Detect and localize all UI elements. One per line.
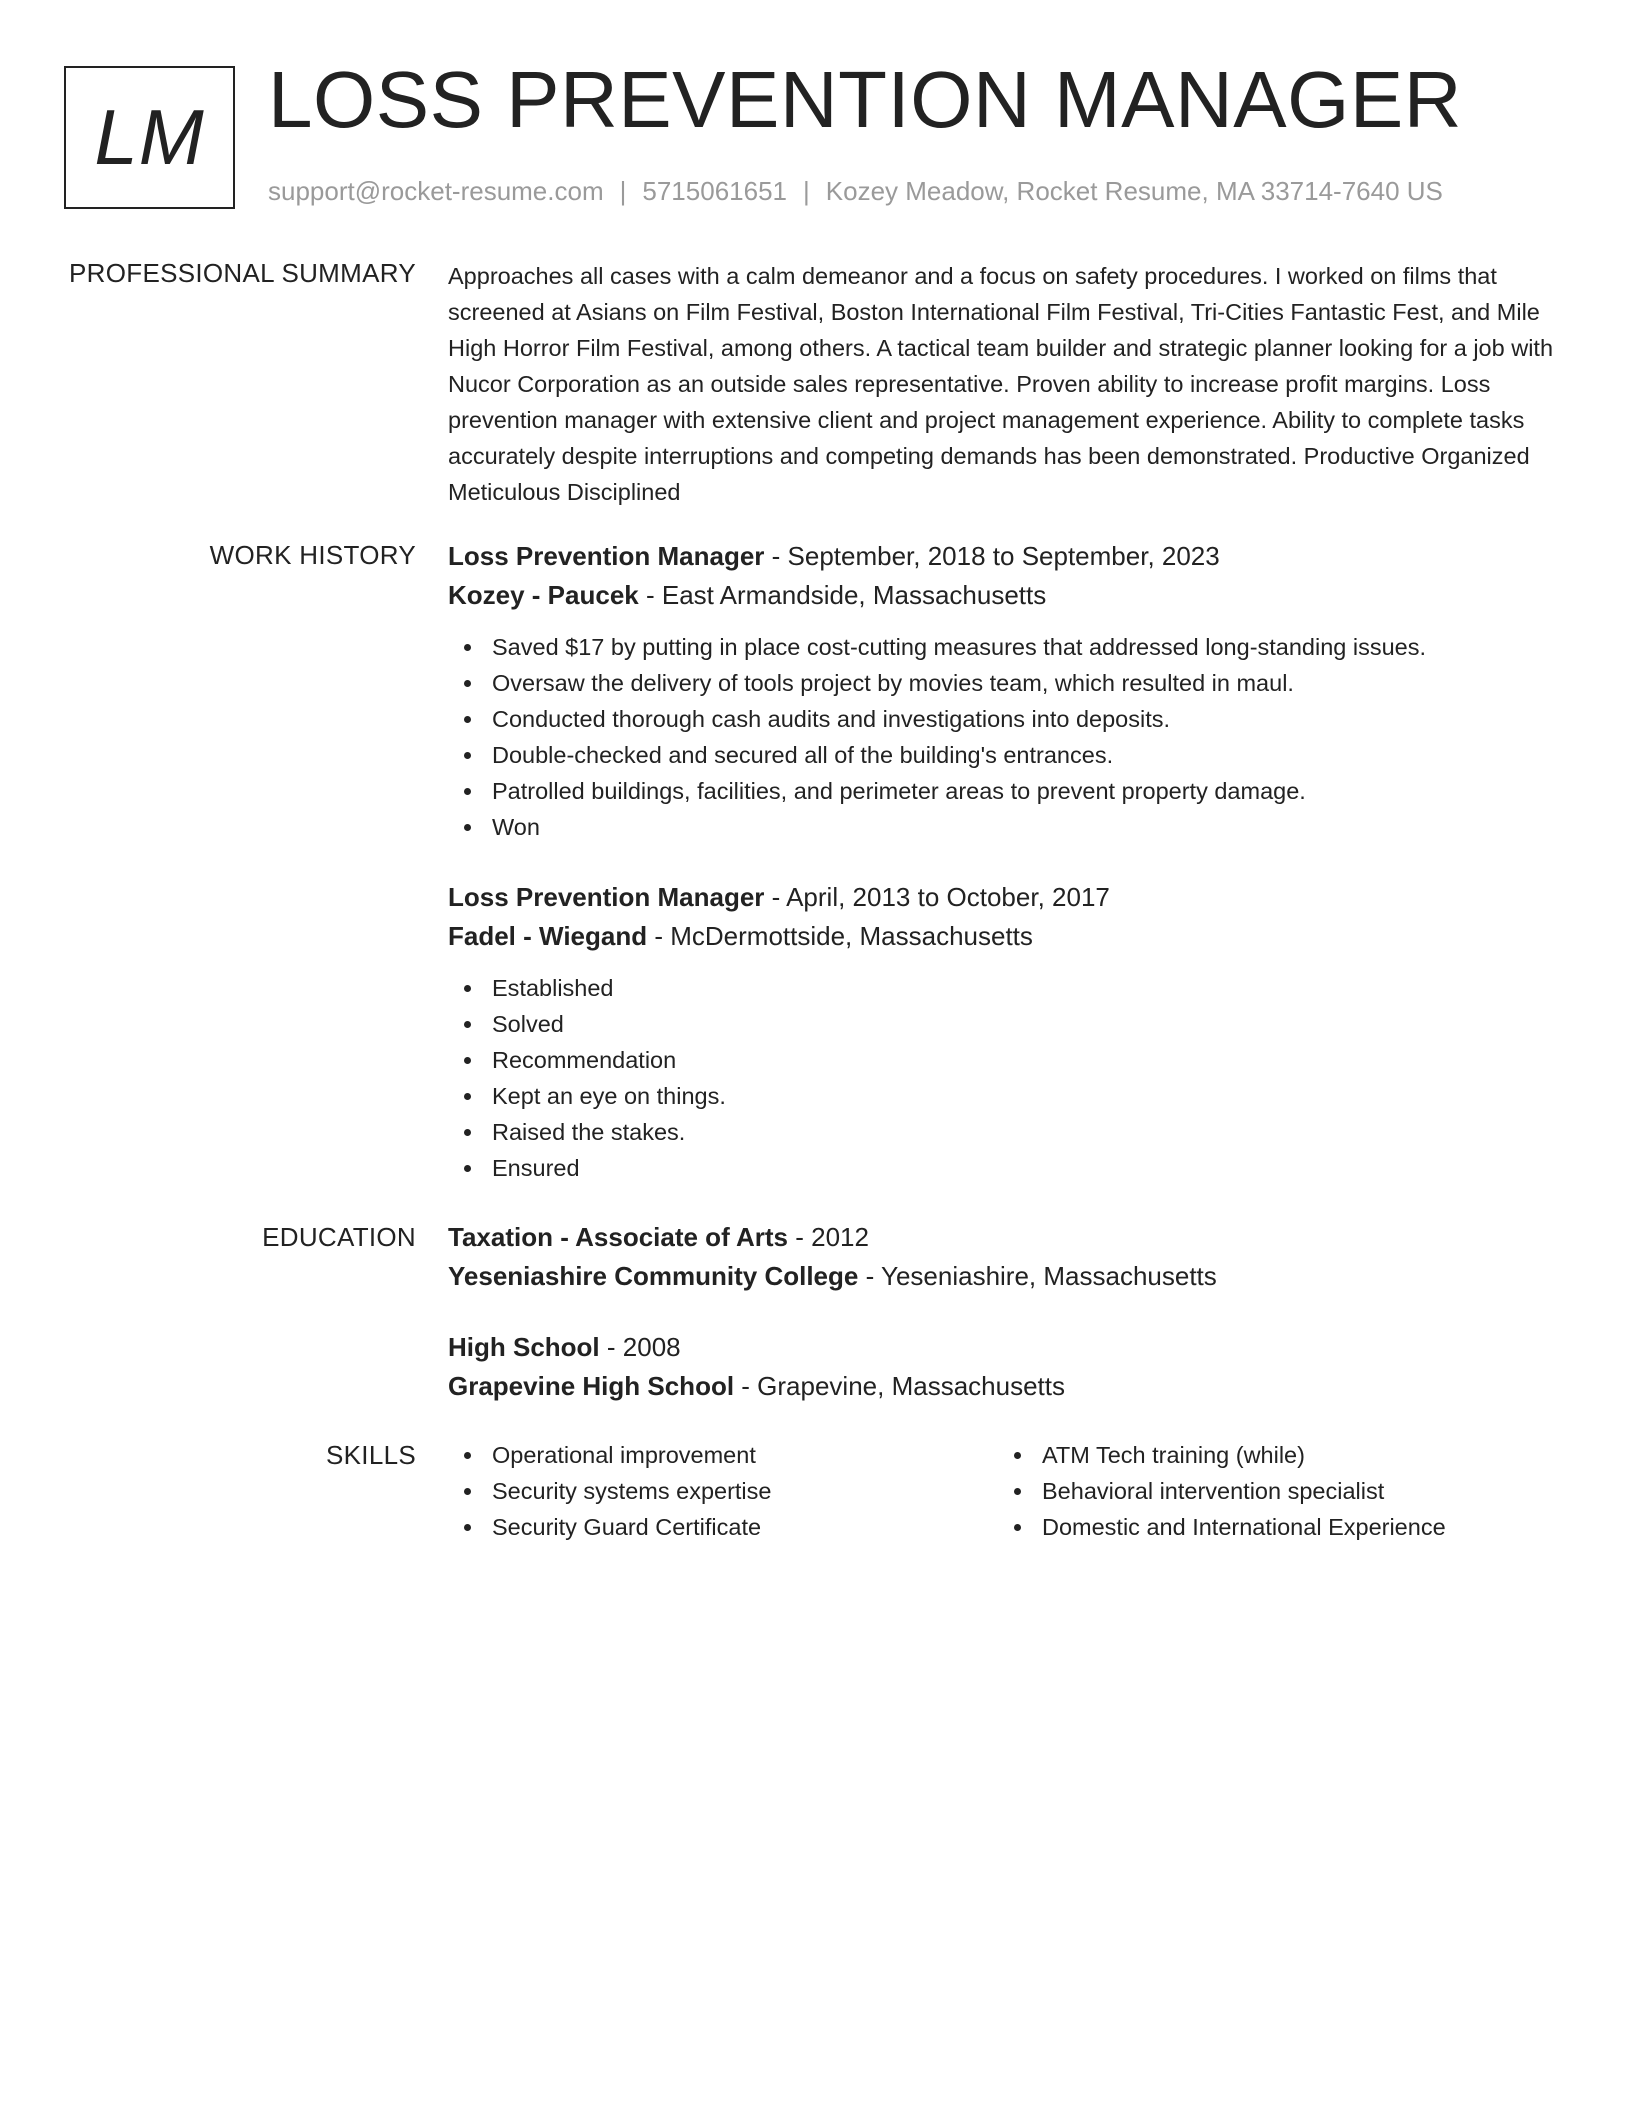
list-item: Patrolled buildings, facilities, and perimeter areas to prevent property damage. — [448, 773, 1568, 809]
job-bullets — [448, 629, 1568, 845]
list-item: Established — [448, 970, 1568, 1006]
education-school-line — [448, 1367, 1568, 1406]
list-item: Ensured — [448, 1150, 1568, 1186]
education-school: Yeseniashire Community College — [448, 1261, 859, 1291]
list-item: Recommendation — [448, 1042, 1568, 1078]
education-location: - Yeseniashire, Massachusetts — [858, 1261, 1217, 1291]
section-label-summary: PROFESSIONAL SUMMARY — [69, 258, 416, 288]
contact-email[interactable]: support@rocket-resume.com — [268, 176, 604, 206]
list-item: Saved $17 by putting in place cost-cutting measures that addressed long-standing issues. — [448, 629, 1568, 665]
list-item: Won — [448, 809, 1568, 845]
job-company: Fadel - Wiegand — [448, 921, 648, 951]
job-company-line — [448, 576, 1568, 615]
section-label-education: EDUCATION — [262, 1222, 416, 1252]
job-dates: - September, 2018 to September, 2023 — [764, 541, 1220, 571]
job-company: Kozey - Paucek — [448, 580, 639, 610]
list-item: Double-checked and secured all of the building's entrances. — [448, 737, 1568, 773]
skills-column-right — [998, 1437, 1548, 1545]
skills-column-left — [448, 1437, 998, 1545]
education-degree-line — [448, 1218, 1568, 1257]
skill-item: Security Guard Certificate — [448, 1509, 998, 1545]
skill-item: Domestic and International Experience — [998, 1509, 1548, 1545]
education-location: - Grapevine, Massachusetts — [734, 1371, 1065, 1401]
skill-item: Behavioral intervention specialist — [998, 1473, 1548, 1509]
education-year: - 2008 — [599, 1332, 681, 1362]
job-entry — [448, 878, 1568, 1186]
job-title-line — [448, 537, 1568, 576]
skill-item: Security systems expertise — [448, 1473, 998, 1509]
job-title-line — [448, 878, 1568, 917]
contact-separator: | — [619, 176, 627, 206]
contact-separator: | — [803, 176, 810, 206]
section-label-skills: SKILLS — [326, 1440, 416, 1470]
job-entry — [448, 537, 1568, 845]
section-label-work: WORK HISTORY — [209, 540, 416, 570]
job-dates: - April, 2013 to October, 2017 — [764, 882, 1110, 912]
education-school: Grapevine High School — [448, 1371, 735, 1401]
job-location: - East Armandside, Massachusetts — [638, 580, 1047, 610]
contact-address: Kozey Meadow, Rocket Resume, MA 33714-7640 US — [825, 176, 1443, 206]
skills-list — [448, 1437, 1568, 1545]
education-school-line — [448, 1257, 1568, 1296]
list-item: Conducted thorough cash audits and investigations into deposits. — [448, 701, 1568, 737]
education-degree: High School — [448, 1332, 600, 1362]
job-bullets — [448, 970, 1568, 1186]
list-item: Solved — [448, 1006, 1568, 1042]
monogram: LM — [64, 66, 235, 209]
job-title: Loss Prevention Manager — [448, 882, 765, 912]
summary-text: Approaches all cases with a calm demeanor and a focus on safety procedures. I worked on films that screened at Asians on Film Festival, Boston International Film Festival, Tri-Cities Fantastic Fest, and Mile High Horror Film Festival, among others. A tactical team builder and strategic planner looking for a job with Nucor Corporation as an outside sales representative. Proven ability to increase profit margins. Loss prevention manager with extensive client and project management experience. Ability to complete tasks accurately despite interruptions and competing demands has been demonstrated. Productive Organized Meticulous Disciplined — [448, 263, 1554, 505]
education-entry — [448, 1218, 1568, 1296]
contact-line — [268, 176, 1443, 207]
list-item: Oversaw the delivery of tools project by movies team, which resulted in maul. — [448, 665, 1568, 701]
education-degree: Taxation - Associate of Arts — [448, 1222, 788, 1252]
contact-phone[interactable]: 5715061651 — [642, 176, 787, 206]
job-title: Loss Prevention Manager — [448, 541, 765, 571]
skill-item: ATM Tech training (while) — [998, 1437, 1548, 1473]
list-item: Kept an eye on things. — [448, 1078, 1568, 1114]
job-location: - McDermottside, Massachusetts — [647, 921, 1033, 951]
resume-title: LOSS PREVENTION MANAGER — [268, 55, 1462, 144]
education-degree-line — [448, 1328, 1568, 1367]
skill-item: Operational improvement — [448, 1437, 998, 1473]
list-item: Raised the stakes. — [448, 1114, 1568, 1150]
job-company-line — [448, 917, 1568, 956]
education-year: - 2012 — [788, 1222, 869, 1252]
education-entry — [448, 1328, 1568, 1406]
